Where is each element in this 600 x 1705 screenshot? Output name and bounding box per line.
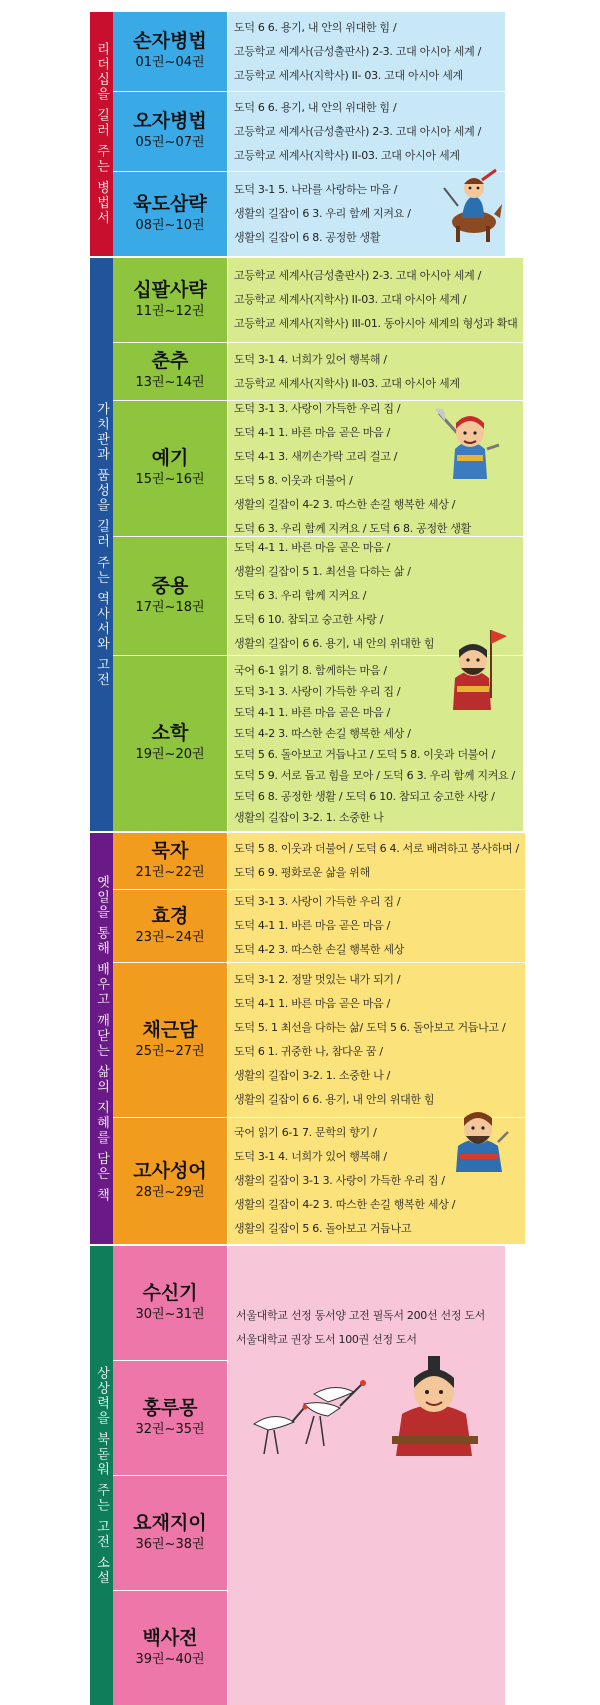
book-title: 묵자 [151, 839, 189, 862]
book-row [113, 1118, 525, 1244]
book-title: 홍루몽 [142, 1396, 198, 1419]
book-title: 고사성어 [133, 1159, 207, 1182]
book-row [113, 92, 505, 172]
book-series-table [90, 12, 519, 1705]
group-label-strategy: 리더십을 길러 주는 병법서 [90, 12, 113, 256]
book-description: 도덕 3-1 5. 나라를 사랑하는 마음 / 생활의 길잡이 6 3. 우리 함께 지켜요 / 생활의 길잡이 6 8. 공정한 생활 [228, 172, 505, 256]
group-history [90, 258, 518, 833]
book-row [113, 343, 523, 401]
book-volumes: 11권~12권 [135, 303, 205, 319]
book-row [113, 258, 523, 343]
book-volumes: 08권~10권 [135, 217, 205, 233]
book-row [113, 12, 505, 92]
book-volumes: 05권~07권 [135, 135, 205, 151]
novel-titles [113, 1246, 228, 1705]
seated-musician-illustration [388, 1350, 480, 1460]
group-rows [113, 833, 525, 1244]
book-title-cell [113, 1361, 227, 1476]
book-title-cell [113, 401, 228, 536]
book-title-cell [113, 963, 228, 1117]
book-row [113, 656, 523, 831]
book-title-cell [113, 833, 228, 889]
book-title-cell [113, 1591, 227, 1705]
book-row [113, 172, 505, 256]
book-volumes: 17권~18권 [135, 599, 205, 615]
book-volumes: 36권~38권 [135, 1536, 205, 1552]
group-label-wisdom: 옛일을 통해 배우고 깨닫는 삶의 지혜를 담은 책 [90, 833, 113, 1244]
book-title: 춘추 [151, 350, 189, 373]
cranes-illustration [244, 1364, 394, 1458]
book-title-cell [113, 1118, 228, 1244]
book-title-cell [113, 1476, 227, 1591]
novels-description: 서울대학교 선정 동서양 고전 필독서 200선 선정 도서 서울대학교 권장 도서 100권 선정 도서 [228, 1246, 505, 1705]
book-title-cell [113, 12, 228, 91]
book-row [113, 833, 525, 890]
book-row [113, 401, 523, 537]
book-description: 도덕 5 8. 이웃과 더불어 / 도덕 6 4. 서로 배려하고 봉사하며 / 도덕 6 9. 평화로운 삶을 위해 [228, 833, 525, 889]
book-title: 예기 [151, 447, 189, 470]
book-volumes: 25권~27권 [135, 1043, 205, 1059]
group-rows [113, 1246, 505, 1705]
book-title-cell [113, 92, 228, 171]
group-label-history: 가치관과 품성을 길러 주는 역사서와 고전 [90, 258, 113, 831]
book-volumes: 28권~29권 [135, 1184, 205, 1200]
book-title-cell [113, 890, 228, 962]
book-volumes: 13권~14권 [135, 375, 205, 391]
group-wisdom [90, 833, 519, 1246]
book-row [113, 890, 525, 963]
book-title: 손자병법 [133, 30, 207, 53]
group-rows [113, 12, 505, 256]
book-description: 도덕 6 6. 용기, 내 안의 위대한 힘 / 고등학교 세계사(금성출판사) 2-3. 고대 아시아 세계 / 고등학교 세계사(지학사) II-03. 고대 아시아 세계 [228, 92, 505, 171]
book-title: 중용 [151, 574, 189, 597]
book-title: 채근담 [142, 1018, 198, 1041]
book-title: 효경 [151, 904, 189, 927]
book-volumes: 30권~31권 [135, 1306, 205, 1322]
book-title-cell [113, 172, 228, 256]
group-strategy [90, 12, 505, 258]
book-title: 육도삼략 [133, 192, 207, 215]
book-title: 수신기 [142, 1281, 198, 1304]
book-volumes: 39권~40권 [135, 1651, 205, 1667]
book-title: 십팔사략 [133, 278, 207, 301]
book-title-cell [113, 258, 228, 342]
book-row [113, 963, 525, 1118]
book-title: 소학 [151, 722, 189, 745]
book-volumes: 21권~22권 [135, 864, 205, 880]
book-description: 고등학교 세계사(금성출판사) 2-3. 고대 아시아 세계 / 고등학교 세계사(지학사) II-03. 고대 아시아 세계 / 고등학교 세계사(지학사) III-01. 동아시아 세계의 형성과 확대 [228, 258, 523, 342]
book-title-cell [113, 537, 228, 655]
book-description: 국어 읽기 6-1 7. 문학의 향기 / 도덕 3-1 4. 너희가 있어 행복해 / 생활의 길잡이 3-1 3. 사랑이 가득한 우리 집 / 생활의 길잡이 4-2 3. 따스한 손길 행복한 세상 / 생활의 길잡이 5 6. 돌아보고 거듭나고 [228, 1118, 525, 1244]
book-title-cell [113, 1246, 227, 1361]
book-volumes: 15권~16권 [135, 472, 205, 488]
book-description: 도덕 4-1 1. 바른 마음 곧은 마음 / 생활의 길잡이 5 1. 최선을 다하는 삶 / 도덕 6 3. 우리 함께 지켜요 / 도덕 6 10. 참되고 숭고한 사랑 / 생활의 길잡이 6 6. 용기, 내 안의 위대한 힘 [228, 537, 523, 655]
book-description: 국어 6-1 읽기 8. 함께하는 마음 / 도덕 3-1 3. 사랑이 가득한 우리 집 / 도덕 4-1 1. 바른 마음 곧은 마음 / 도덕 4-2 3. 따스한 손길 행복한 세상 / 도덕 5 6. 돌아보고 거듭나고 / 도덕 5 8. 이웃과 더불어 / 도덕 5 9. 서로 돕고 힘을 모아 / 도덕 6 3. 우리 함께 지켜요 / 도덕 6 8. 공정한 생활 / 도덕 6 10. 참되고 숭고한 사랑 / 생활의 길잡이 3-2. 1. 소중한 나 [228, 656, 523, 831]
book-description: 도덕 3-1 4. 너희가 있어 행복해 / 고등학교 세계사(지학사) II-03. 고대 아시아 세계 [228, 343, 523, 400]
book-volumes: 32권~35권 [135, 1421, 205, 1437]
book-title: 오자병법 [133, 110, 207, 133]
book-title-cell [113, 343, 228, 400]
book-title: 요재지이 [133, 1511, 207, 1534]
group-novels [90, 1246, 505, 1705]
book-title: 백사전 [142, 1626, 198, 1649]
group-label-novels: 상상력을 북돋워 주는 고전 소설 [90, 1246, 113, 1705]
book-description: 도덕 3-1 3. 사랑이 가득한 우리 집 / 도덕 4-1 1. 바른 마음 곧은 마음 / 도덕 4-1 3. 새끼손가락 고리 걸고 / 도덕 5 8. 이웃과 더불어 / 생활의 길잡이 4-2 3. 따스한 손길 행복한 세상 / 도덕 6 3. 우리 함께 지켜요 / 도덕 6 8. 공정한 생활 [228, 401, 523, 536]
group-rows [113, 258, 523, 831]
book-title-cell [113, 656, 228, 831]
book-volumes: 23권~24권 [135, 929, 205, 945]
book-row [113, 537, 523, 656]
book-volumes: 01권~04권 [135, 55, 205, 71]
book-description: 도덕 3-1 2. 정말 멋있는 내가 되기 / 도덕 4-1 1. 바른 마음 곧은 마음 / 도덕 5. 1 최선을 다하는 삶/ 도덕 5 6. 돌아보고 거듭나고 / 도덕 6 1. 귀중한 나, 참다운 꿈 / 생활의 길잡이 3-2. 1. 소중한 나 / 생활의 길잡이 6 6. 용기, 내 안의 위대한 힘 [228, 963, 525, 1117]
book-description: 도덕 6 6. 용기, 내 안의 위대한 힘 / 고등학교 세계사(금성출판사) 2-3. 고대 아시아 세계 / 고등학교 세계사(지학사) II- 03. 고대 아시아 세계 [228, 12, 505, 91]
book-description: 도덕 3-1 3. 사랑이 가득한 우리 집 / 도덕 4-1 1. 바른 마음 곧은 마음 / 도덕 4-2 3. 따스한 손길 행복한 세상 [228, 890, 525, 962]
book-volumes: 19권~20권 [135, 747, 205, 763]
